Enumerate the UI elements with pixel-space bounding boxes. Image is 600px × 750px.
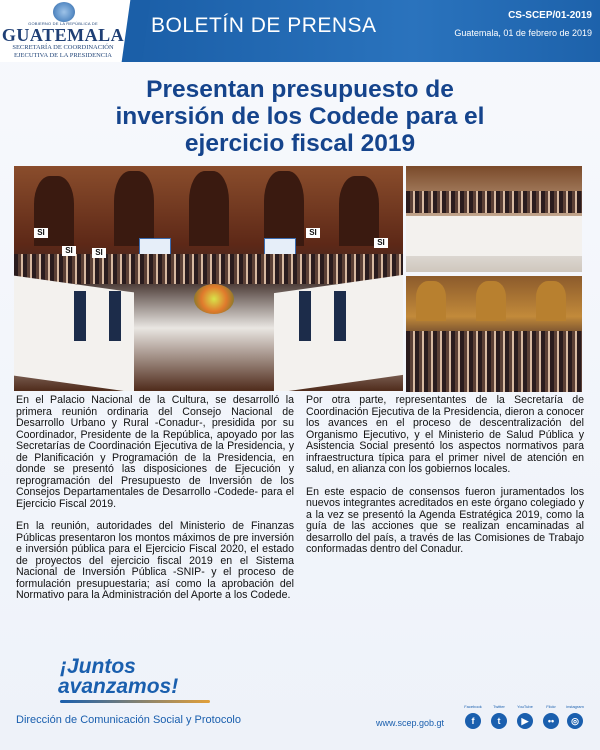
secretaria-line1: SECRETARÍA DE COORDINACIÓN — [12, 44, 114, 51]
body-column-right — [306, 395, 584, 567]
vote-sign: SI — [306, 228, 320, 238]
headline-line3: ejercicio fiscal 2019 — [184, 130, 416, 157]
facebook-label: Facebook — [464, 704, 482, 709]
header — [0, 0, 600, 62]
vote-sign: SI — [374, 238, 388, 248]
banner-title: BOLETÍN DE PRENSA — [151, 14, 377, 37]
vote-sign: SI — [92, 248, 106, 258]
instagram-icon[interactable]: ◎ — [567, 713, 583, 729]
twitter-label: Twitter — [493, 704, 505, 709]
website-link[interactable]: www.scep.gob.gt — [376, 718, 445, 728]
headline-line1: Presentan presupuesto de — [146, 76, 454, 103]
bulletin-date: Guatemala, 01 de febrero de 2019 — [454, 28, 592, 38]
quetzal-seal-icon — [53, 2, 75, 22]
twitter-icon[interactable]: t — [491, 713, 507, 729]
department-name: Dirección de Comunicación Social y Protocolo — [16, 714, 241, 726]
slogan-swoosh — [60, 700, 210, 703]
vote-sign: SI — [62, 246, 76, 256]
photo-officials-table — [406, 166, 582, 272]
secretaria-line2: EJECUTIVA DE LA PRESIDENCIA — [14, 52, 112, 59]
bulletin-code: CS-SCEP/01-2019 — [508, 10, 592, 21]
paragraph: En el Palacio Nacional de la Cultura, se desarrolló la primera reunión ordinaria del Consejo Nacional de Desarrollo Urbano y Rural -Conadur-, presidida por su Coordinador, Presidente de la República, apoyado por las Secretarías de Coordinación Ejecutiva de la Presidencia, y de Planificación y Programación de la Presidencia, en donde se presentó las disposiciones de Ejecución y reprogramación del Presupuesto de Inversión de los Consejos Departamentales de Desarrollo -Codede- para el Ejercicio Fiscal 2019. — [16, 394, 294, 510]
paragraph: En la reunión, autoridades del Ministerio de Finanzas Públicas presentaron los montos máximos de pre inversión e inversión pública para el Ejercicio Fiscal 2020, el estado de proyectos del ejercicio fiscal 2019 en el Sistema Nacional de Inversión Pública -SNIP- y el proceso de formulación presupuestaria; así como la aprobación del Normativo para la Administración del Aporte a los Codede. — [16, 520, 294, 601]
flickr-label: Flickr — [546, 704, 556, 709]
slogan-line1: ¡Juntos — [60, 655, 136, 678]
country-name: GUATEMALA — [1, 25, 125, 45]
flickr-icon[interactable]: •• — [543, 713, 559, 729]
header-banner — [136, 0, 600, 62]
body-column-left — [16, 395, 294, 613]
gov-small-text: GOBIERNO DE LA REPÚBLICA DE — [28, 21, 98, 26]
instagram-label: instagram — [566, 704, 584, 709]
facebook-icon[interactable]: f — [465, 713, 481, 729]
paragraph: Por otra parte, representantes de la Secretaría de Coordinación Ejecutiva de la Presidencia, dieron a conocer los avances en el proceso de descentralización del Organismo Ejecutivo, y el Ministerio de Salud Pública y Asistencia Social presentó los aspectos normativos para infraestructura típica para el primer nivel de atención en salud, en alianza con los gobiernos locales. — [306, 394, 584, 475]
vote-sign: SI — [34, 228, 48, 238]
youtube-label: YouTube — [517, 704, 533, 709]
headline-line2: inversión de los Codede para el — [115, 103, 485, 130]
government-logo — [0, 0, 126, 62]
paragraph: En este espacio de consensos fueron juramentados los nuevos integrantes acreditados en este órgano colegiado y a la vez se presentó la Agenda Estratégica 2019, como la guía de las acciones que se realizan encaminadas al desarrollo del país, a través de las Comisiones de Trabajo conformadas dentro del Conadur. — [306, 485, 584, 555]
main-photo-assembly — [14, 166, 403, 391]
photo-hall-overview — [406, 276, 582, 392]
slogan-line2: avanzamos! — [58, 675, 179, 698]
youtube-icon[interactable]: ▶ — [517, 713, 533, 729]
headline — [40, 76, 560, 157]
